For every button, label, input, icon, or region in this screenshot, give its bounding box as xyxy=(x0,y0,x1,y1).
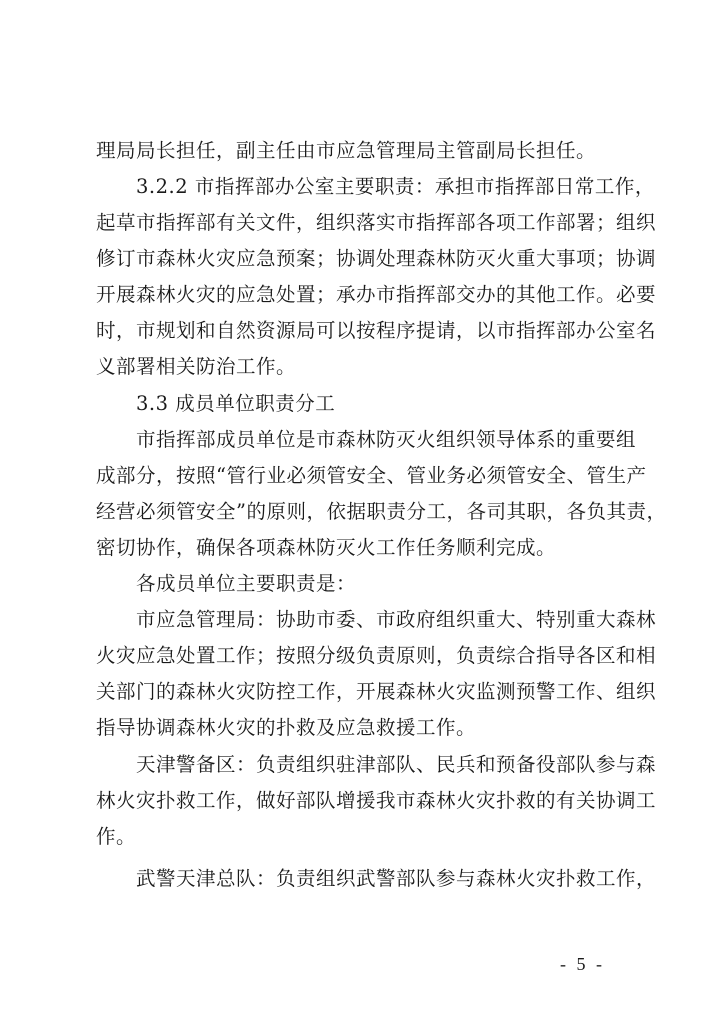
text-line: 指导协调森林火灾的扑救及应急救援工作。 xyxy=(96,716,477,739)
page-number: - 5 - xyxy=(560,954,605,974)
text-line: 时，市规划和自然资源局可以按程序提请，以市指挥部办公室名 xyxy=(96,319,657,342)
text-line: 火灾应急处置工作；按照分级负责原则，负责综合指导各区和相 xyxy=(96,644,657,667)
text-line: 市应急管理局：协助市委、市政府组织重大、特别重大森林 xyxy=(136,608,657,631)
text-line: 各成员单位主要职责是： xyxy=(136,572,357,595)
text-line: 作。 xyxy=(96,825,137,848)
text-line: 武警天津总队：负责组织武警部队参与森林火灾扑救工作， xyxy=(136,867,657,890)
section-heading: 3.3 成员单位职责分工 xyxy=(136,392,336,415)
text-line: 成部分，按照“管行业必须管安全、管业务必须管安全、管生产 xyxy=(96,464,647,487)
text-line: 起草市指挥部有关文件，组织落实市指挥部各项工作部署；组织 xyxy=(96,211,657,234)
text-line: 3.2.2 市指挥部办公室主要职责：承担市指挥部日常工作， xyxy=(136,175,655,198)
text-line: 密切协作，确保各项森林防灭火工作任务顺利完成。 xyxy=(96,536,557,559)
text-line: 理局局长担任，副主任由市应急管理局主管副局长担任。 xyxy=(96,139,597,162)
text-line: 修订市森林火灾应急预案；协调处理森林防灭火重大事项；协调 xyxy=(96,247,657,270)
text-line: 义部署相关防治工作。 xyxy=(96,355,297,378)
text-line: 经营必须管安全”的原则，依据职责分工，各司其职，各负其责， xyxy=(96,500,667,523)
text-line: 市指挥部成员单位是市森林防灭火组织领导体系的重要组 xyxy=(136,428,637,451)
text-line: 关部门的森林火灾防控工作，开展森林火灾监测预警工作、组织 xyxy=(96,680,657,703)
text-line: 开展森林火灾的应急处置；承办市指挥部交办的其他工作。必要 xyxy=(96,283,657,306)
text-line: 林火灾扑救工作，做好部队增援我市森林火灾扑救的有关协调工 xyxy=(96,789,657,812)
text-line: 天津警备区：负责组织驻津部队、民兵和预备役部队参与森 xyxy=(136,753,657,776)
